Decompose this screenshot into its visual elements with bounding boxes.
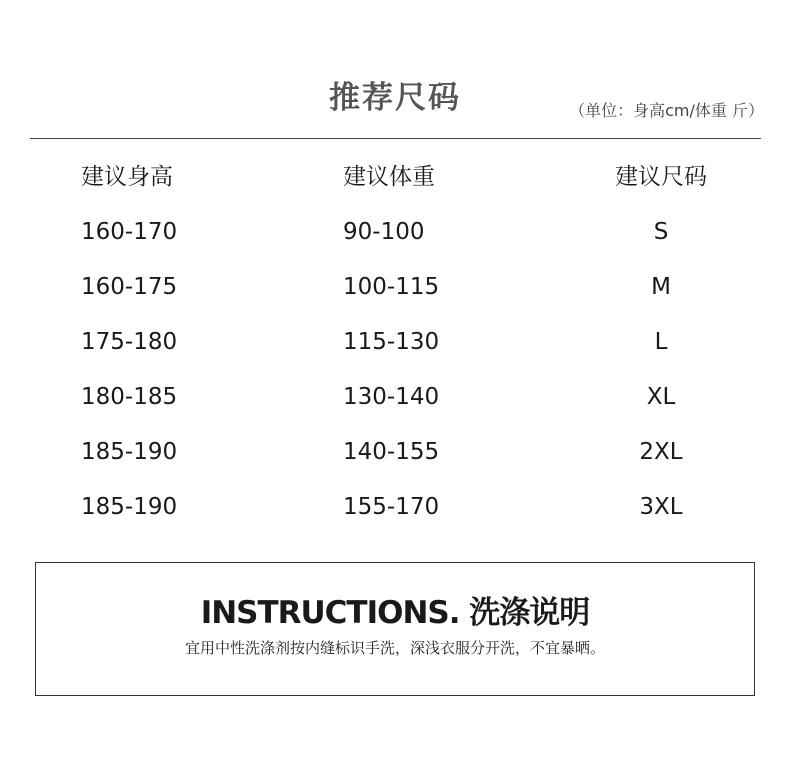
header-weight: 建议体重 (343, 164, 435, 190)
height-cell: 175-180 (81, 329, 178, 355)
height-cell: 185-190 (81, 439, 178, 465)
weight-cell: 140-155 (343, 439, 440, 465)
weight-cell: 155-170 (343, 494, 440, 520)
divider (30, 138, 761, 139)
weight-cell: 130-140 (343, 384, 440, 410)
height-cell: 160-170 (81, 219, 178, 245)
size-cell: M (651, 274, 671, 300)
height-cell: 185-190 (81, 494, 178, 520)
instructions-text: 宜用中性洗涤剂按内缝标识手洗，深浅衣服分开洗，不宜暴晒。 (184, 639, 605, 657)
size-cell: S (653, 219, 669, 245)
instructions-title: INSTRUCTIONS. 洗涤说明 (200, 595, 590, 631)
page-title: 推荐尺码 (329, 80, 461, 116)
height-cell: 160-175 (81, 274, 178, 300)
instructions-box (35, 562, 755, 696)
size-cell: 2XL (639, 439, 683, 465)
size-cell: XL (646, 384, 676, 410)
weight-cell: 90-100 (343, 219, 425, 245)
header-height: 建议身高 (81, 164, 173, 190)
weight-cell: 100-115 (343, 274, 440, 300)
header-size: 建议尺码 (615, 164, 707, 190)
height-cell: 180-185 (81, 384, 178, 410)
size-cell: L (654, 329, 668, 355)
unit-note: （单位：身高cm/体重 斤） (569, 101, 764, 120)
weight-cell: 115-130 (343, 329, 440, 355)
size-cell: 3XL (639, 494, 683, 520)
